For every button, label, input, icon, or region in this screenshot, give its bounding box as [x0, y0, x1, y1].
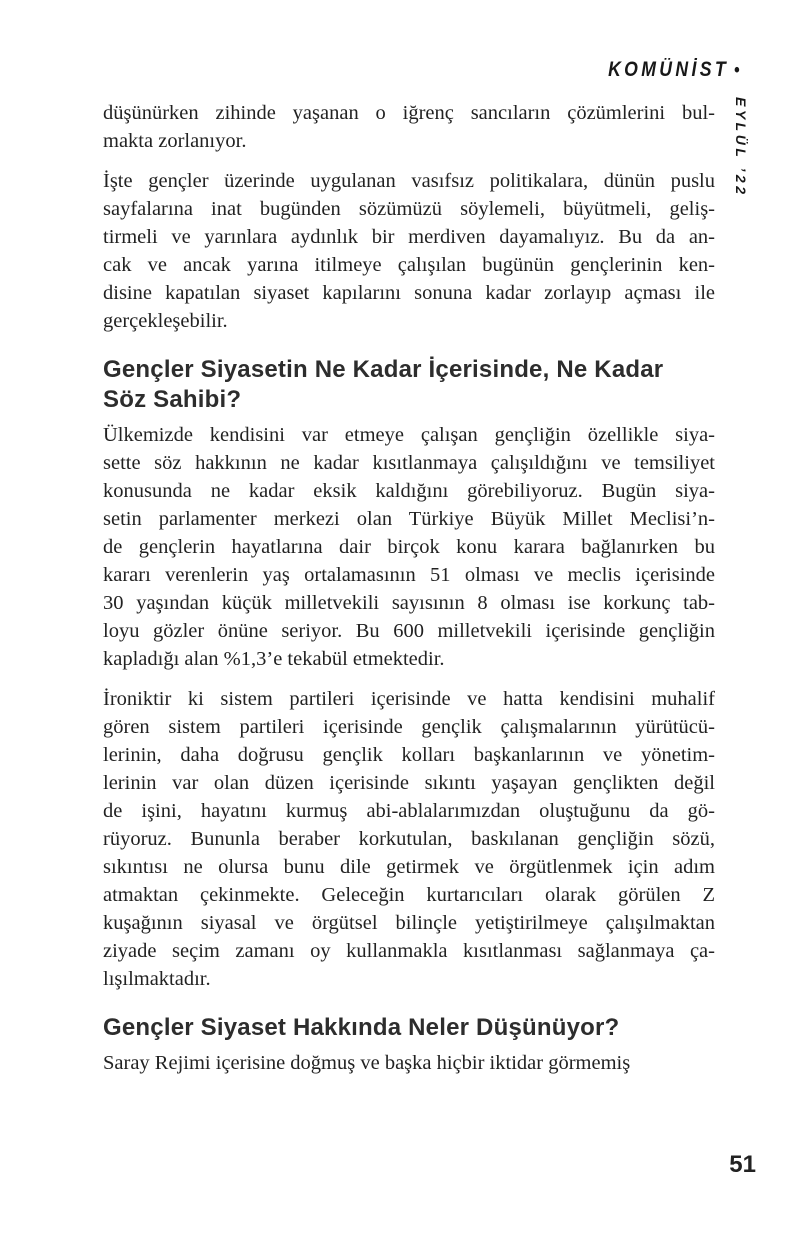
text-line: ziyade seçim zamanı oy kullanmakla kısıtlanması sağlanmaya ça- — [103, 940, 715, 962]
text-line: düşünürken zihinde yaşanan o iğrenç sancıların çözümlerini bul- — [103, 102, 715, 124]
text-line: İroniktir ki sistem partileri içerisinde ve hatta kendisini muhalif — [103, 688, 715, 710]
text-line: Saray Rejimi içerisine doğmuş ve başka hiçbir iktidar görmemiş — [103, 1052, 631, 1074]
text-line: setin parlamenter merkezi olan Türkiye Büyük Millet Meclisi’n- — [103, 508, 715, 530]
text-line: Ülkemizde kendisini var etmeye çalışan gençliğin özellikle siya- — [103, 424, 715, 446]
text-line: tirmeli ve yarınlara aydınlık bir merdiven dayamalıyız. Bu da an- — [103, 226, 715, 248]
text-line: sayfalarına inat bugünden sözümüzü söylemeli, büyütmeli, geliş- — [103, 198, 715, 220]
paragraph — [103, 685, 715, 993]
text-line: kararı verenlerin yaş ortalamasının 51 olması ve meclis içerisinde — [103, 564, 715, 586]
text-line: İşte gençler üzerinde uygulanan vasıfsız politikalara, dünün puslu — [103, 170, 715, 192]
text-line: gerçekleşebilir. — [103, 310, 228, 332]
text-line: lerinin var olan düzen içerisinde sıkıntı yaşayan gençlikten değil — [103, 772, 715, 794]
text-line: atmaktan çekinmekte. Geleceğin kurtarıcıları olarak görülen Z — [103, 884, 715, 906]
text-line: sette söz hakkının ne kadar kısıtlanmaya çalışıldığını ve temsiliyet — [103, 452, 715, 474]
text-line: rüyoruz. Bununla beraber korkutulan, baskılanan gençliğin sözü, — [103, 828, 715, 850]
text-line: Gençler Siyasetin Ne Kadar İçerisinde, Ne Kadar — [103, 356, 664, 383]
paragraph — [103, 167, 715, 335]
masthead-bullet-icon: • — [734, 60, 740, 81]
text-line: kuşağının siyasal ve örgütsel bilinçle yetiştirilmeye çalışılmaktan — [103, 912, 715, 934]
text-line: de işini, hayatını kurmuş abi-ablalarımızdan oluştuğunu da gö- — [103, 800, 715, 822]
text-line: lışılmaktadır. — [103, 968, 211, 990]
page-body — [103, 99, 715, 1089]
text-line: lerinin, daha doğrusu gençlik kolları başkanlarının ve yönetim- — [103, 744, 715, 766]
text-line: konusunda ne kadar eksik kaldığını görebiliyoruz. Bugün siya- — [103, 480, 715, 502]
text-line: makta zorlanıyor. — [103, 130, 247, 152]
journal-name: KOMÜNİST — [608, 58, 730, 81]
section-heading — [103, 355, 715, 415]
text-line: cak ve ancak yarına itilmeye çalışılan bugünün gençlerinin ken- — [103, 254, 715, 276]
text-line: kapladığı alan %1,3’e tekabül etmektedir. — [103, 648, 445, 670]
text-line: 30 yaşından küçük milletvekili sayısının 8 olması ise korkunç tab- — [103, 592, 715, 614]
paragraph — [103, 421, 715, 673]
text-line: Söz Sahibi? — [103, 386, 242, 413]
text-line: disine kapatılan siyaset kapılarını sonuna kadar zorlayıp açması ile — [103, 282, 715, 304]
text-line: sıkıntısı ne olursa bunu dile getirmek ve örgütlenmek için adım — [103, 856, 715, 878]
issue-date: EYLÜL ’22 — [733, 97, 749, 198]
section-heading — [103, 1013, 715, 1043]
paragraph — [103, 1049, 715, 1077]
text-line: de gençlerin hayatlarına dair birçok konu karara bağlanırken bu — [103, 536, 715, 558]
paragraph — [103, 99, 715, 155]
journal-masthead — [608, 58, 740, 82]
text-line: loyu gözler önüne seriyor. Bu 600 milletvekili içerisinde gençliğin — [103, 620, 715, 642]
text-line: gören sistem partileri içerisinde gençlik çalışmalarının yürütücü- — [103, 716, 715, 738]
text-line: Gençler Siyaset Hakkında Neler Düşünüyor? — [103, 1014, 620, 1041]
page-number: 51 — [729, 1151, 756, 1178]
